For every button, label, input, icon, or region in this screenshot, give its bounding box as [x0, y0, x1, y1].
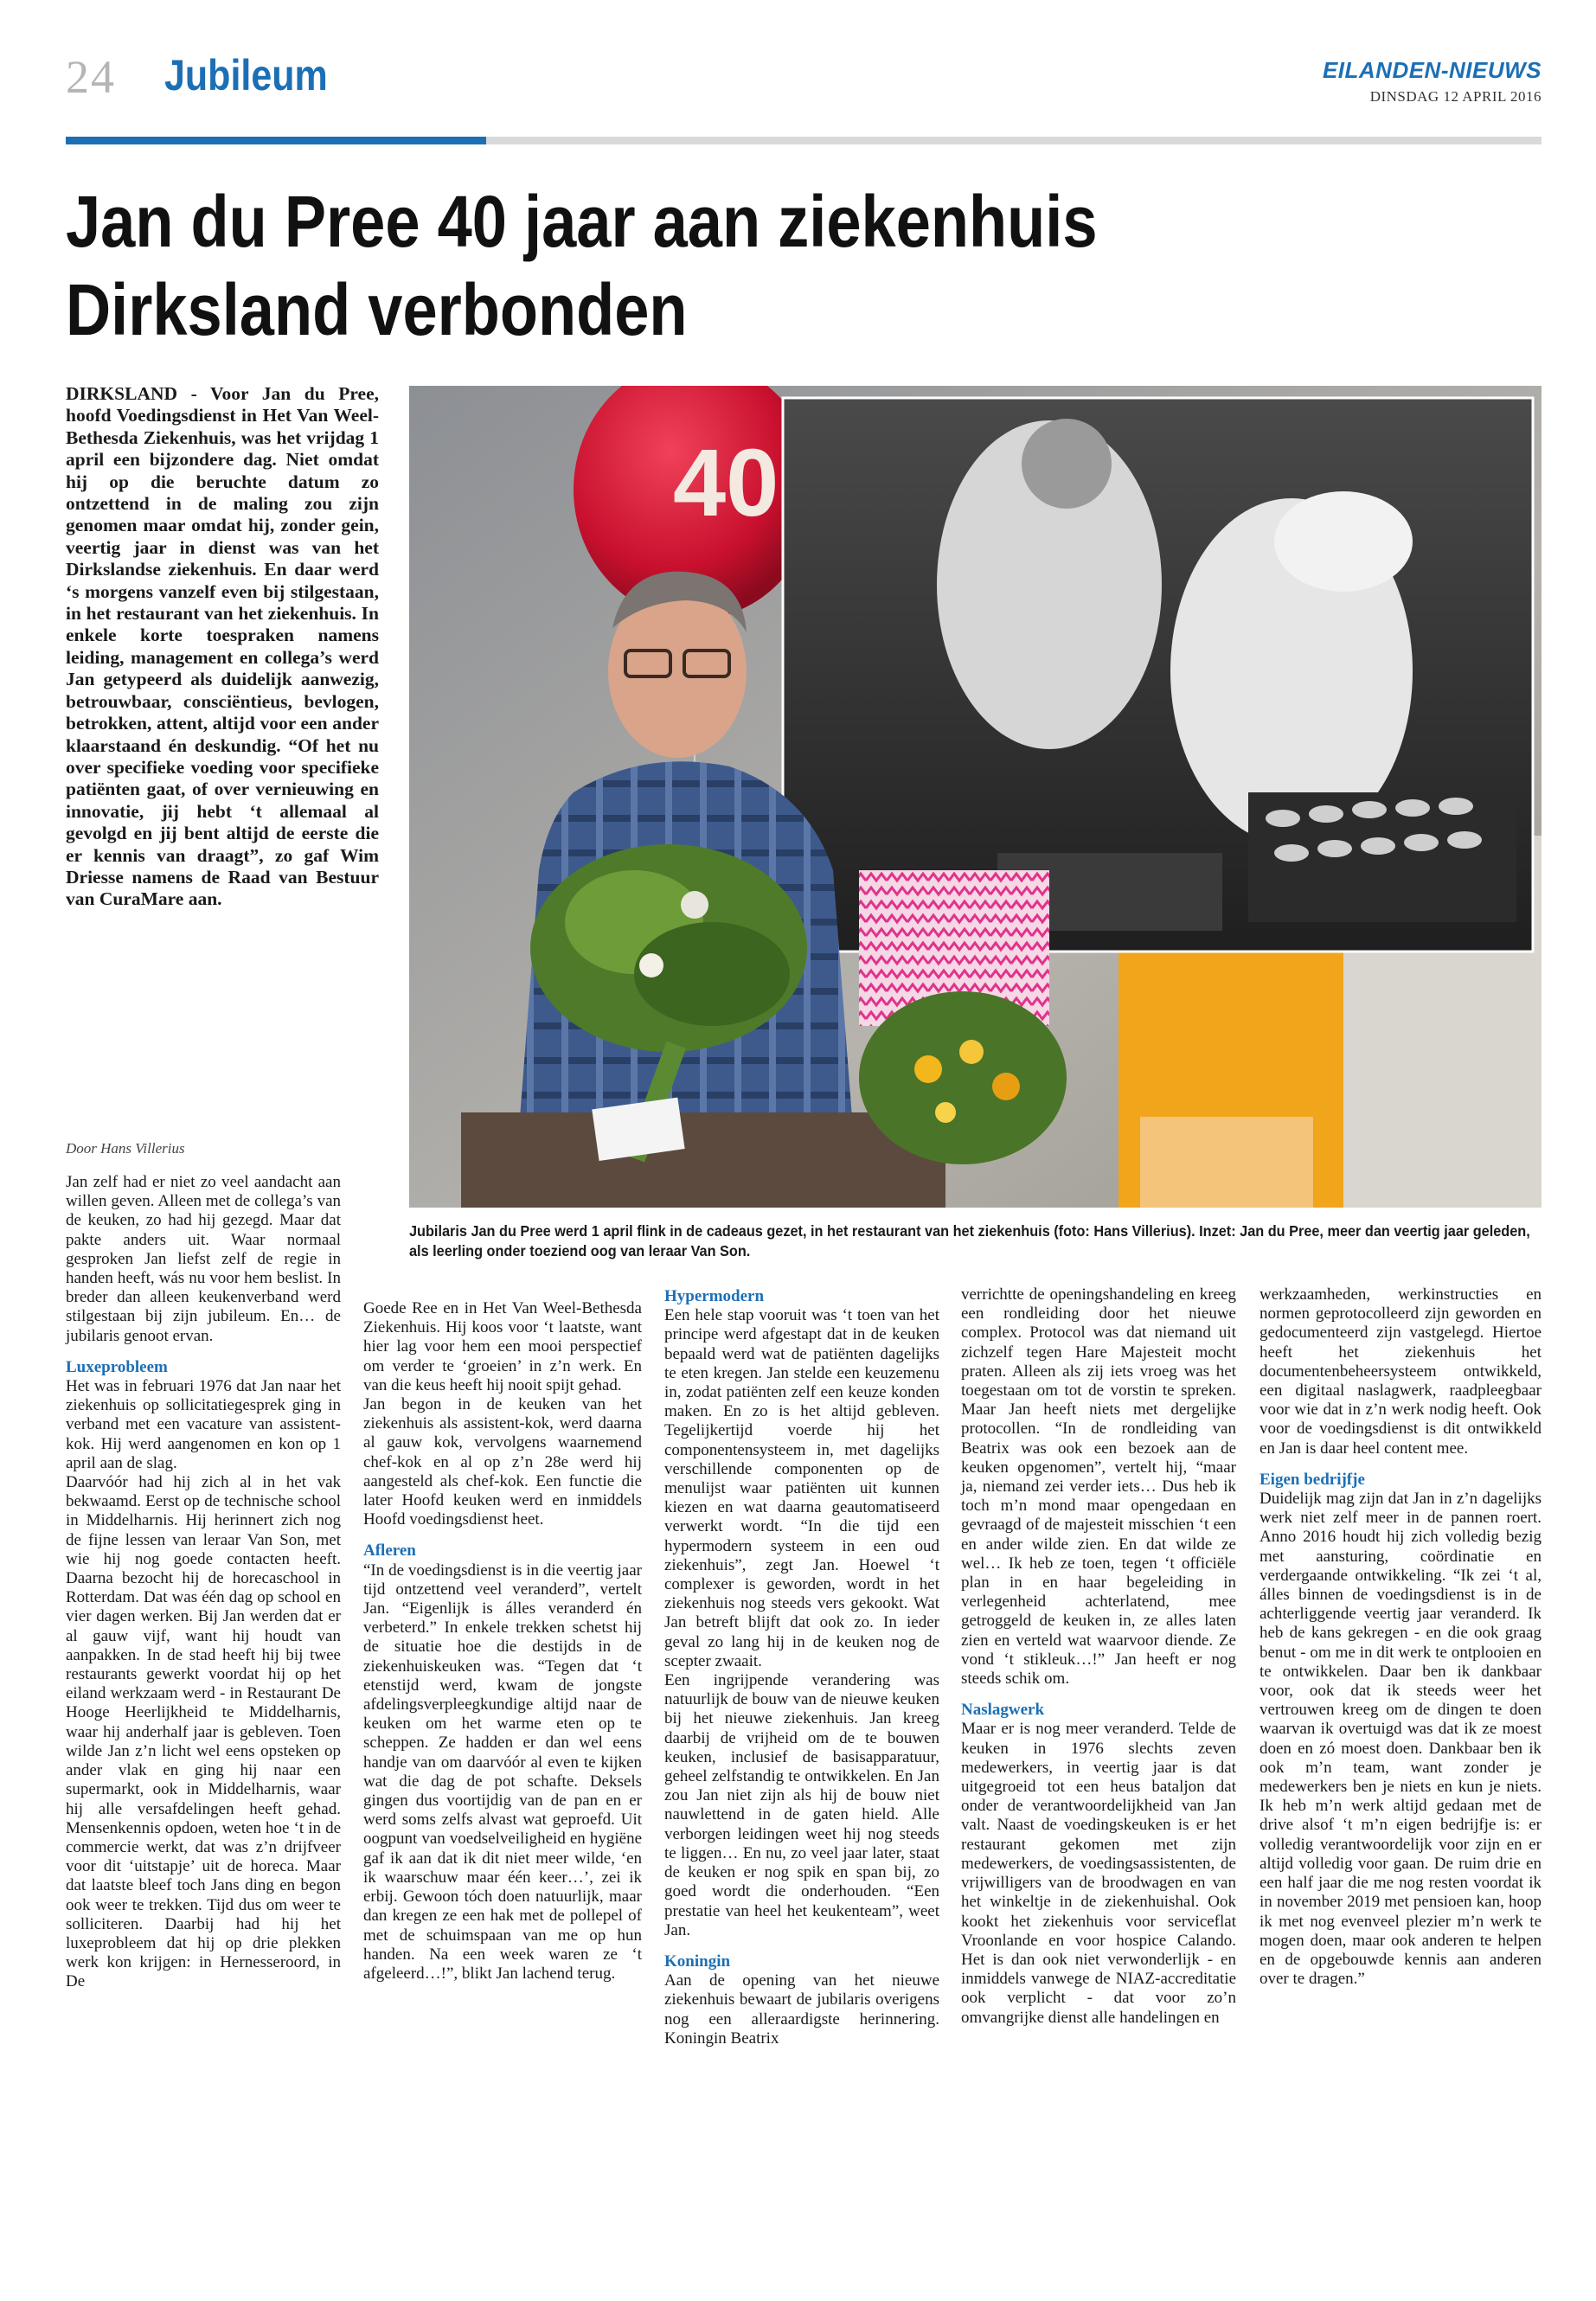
paragraph: Duidelijk mag zijn dat Jan in z’n dagelijks werk niet zelf meer in de pannen roert. Anno 2016 houdt hij zich volledig bezig met aansturing, coördinatie en verdergaande ontwikkeling. “Ik zei ‘t al, álles binnen de voedingsdienst is in de achterliggende veertig jaar veranderd. Ik heb de kans gekregen - en die ook graag benut - om me in dit werk te ontplooien en te ontwikkelen. Daar ben ik dankbaar voor, ook dat ik steeds weer het vertrouwen kreeg om de dingen te doen waarvan ik overtuigd was dat ik ze moest doen en zó moest doen. Dankbaar ben ik ook m’n team, want zonder je medewerkers ben je niets en kun je niets. Ik heb m’n werk altijd gedaan met de drive alsof ‘t m’n eigen bedrijfje is: er volledig verantwoordelijk voor zijn en er altijd volledig voor gaan. De ruim drie en een half jaar die me nog resten voordat ik in november 2019 met pensioen kan, hoop ik met nog evenveel plezier m’n werk te mogen doen, maar ook anderen te helpen en de opgebouwde kennis aan anderen over te dragen.”: [1259, 1490, 1542, 1989]
article-photo: [409, 386, 1542, 1208]
inset-chef-hat: [1274, 491, 1413, 592]
paragraph: verrichtte de openingshandeling en kreeg een rondleiding door het nieuwe complex. Protocol was dat niemand uit zichzelf tegen Hare Majesteit mocht praten. Alleen als zij iets vroeg was het toegestaan om tot de vorstin te spreken. Maar Jan heeft niets met dergelijke protocollen. “In de rondleiding van Beatrix was ook een bezoek aan de keuken opgenomen”, vertelt hij, “maar ja, niemand zei verder iets… Dus heb ik toch m’n mond maar opengedaan en gevraagd of de majesteit misschien ‘t een en ander wilde zien. En dat wilde ze wel… Ik heb ze toen, tegen ‘t officiële plan in en haar begeleiding in verlegenheid achterlatend, mee getroggeld de keuken in, ze alles laten zien en verteld wat waarvoor diende. Ze vond ‘t stikleuk…!” Jan heeft er nog steeds schik om.: [961, 1285, 1236, 1689]
page-number: 24: [66, 51, 116, 103]
paragraph: Aan de opening van het nieuwe ziekenhuis bewaart de jubilaris overigens nog een alleraardigste herinnering. Koningin Beatrix: [664, 1971, 939, 2048]
paragraph: Jan zelf had er niet zo veel aandacht aan willen geven. Alleen met de collega’s van de keuken, zo had hij gezegd. Maar dat pakte anders uit. Waar normaal gesproken Jan liefst zelf de regie in handen heeft, wás nu voor hem beslist. In breder dan alleen keukenverband werd stilgestaan bij zijn jubileum. En… de jubilaris genoot ervan.: [66, 1173, 341, 1345]
table: [461, 1112, 945, 1208]
article-lead: DIRKSLAND - Voor Jan du Pree, hoofd Voedingsdienst in Het Van Weel-Bethesda Ziekenhuis, was het vrijdag 1 april een bijzondere dag. Niet omdat hij op die beruchte datum zo ontzettend in de maling zou zijn genomen maar omdat hij, zonder gein, veertig jaar in dienst was van het Dirkslandse ziekenhuis. En daar werd ‘s morgens vanzelf even bij stilgestaan, in het restaurant van het ziekenhuis. In enkele korte toespraken namens leiding, management en collega’s werd Jan getypeerd als duidelijk aanwezig, betrouwbaar, consciëntieus, bevlogen, betrokken, attent, altijd voor een ander klaarstaand én deskundig. “Of het nu over specifieke voeding voor specifieke patiënten gaat, of over vernieuwing en innovatie, jij hebt ‘t allemaal al gevolgd en jij bent altijd de eerste die er kennis van draagt”, zo gaf Wim Driesse namens de Raad van Bestuur van CuraMare aan.: [66, 383, 379, 910]
paragraph: werkzaamheden, werkinstructies en normen geprotocolleerd zijn geworden en gedocumenteerd zijn vastgelegd. Hiertoe heeft het ziekenhuis het documentenbeheersysteem ontwikkeld, een digitaal naslagwerk, raadpleegbaar voor wie dat in z’n werk nodig heeft. Ook voor de voedingsdienst is dit ontwikkeld en Jan is daar heel content mee.: [1259, 1285, 1542, 1458]
newspaper-masthead: EILANDEN-NIEUWS: [1322, 57, 1542, 83]
body-column-1: [66, 1173, 341, 1992]
body-column-2: [363, 1299, 642, 1984]
bouquet-left: [530, 844, 807, 1052]
paragraph: Jan begon in de keuken van het ziekenhuis als assistent-kok, werd daarna al gauw kok, vervolgens waarnemend chef-kok en al op z’n 28e werd hij aangesteld als chef-kok. Een functie die later Hoofd keuken werd en inmiddels Hoofd voedingsdienst heet.: [363, 1395, 642, 1529]
inset-figure-teacher-head: [1022, 419, 1112, 509]
subheading: Koningin: [664, 1952, 731, 1971]
paragraph: Een ingrijpende verandering was natuurlijk de bouw van de nieuwe keuken bij het nieuwe ziekenhuis. Jan kreeg daarbij de vrijheid om de te bouwen keuken, inclusief de basisapparatuur, geheel zelfstandig te ontwikkelen. En Jan zou Jan niet zijn als hij de bouw niet nauwlettend in de gaten hield. Alle verborgen leidingen weet hij nog steeds te liggen… En nu, zo veel jaar later, staat de keuken er nog spik en span bij, zo goed wordt die onderhouden. “Een prestatie van heel het keukenteam”, weet Jan.: [664, 1671, 939, 1939]
paragraph: Het was in februari 1976 dat Jan naar het ziekenhuis op sollicitatiegesprek ging in verband met een vacature van assistent-kok. Hij werd aangenomen en kon op 1 april aan de slag.: [66, 1377, 341, 1472]
balloon-number: 40: [673, 430, 779, 536]
header-rule-accent: [66, 137, 486, 144]
subheading: Luxeprobleem: [66, 1357, 168, 1376]
paragraph: Een hele stap vooruit was ‘t toen van het principe werd afgestapt dat in de keuken bepaald werd wat de patiënten dagelijks te eten kregen. Jan stelde een keuzemenu in, zodat patiënten zelf een keuze konden maken. En zo is het altijd gebleven. Tegelijkertijd voerde hij het componentensysteem in, met dagelijks verschillende componenten op de menulijst waar patiënten uit kunnen kiezen en wat daarna geautomatiseerd verwerkt wordt. “In die tijd een hypermodern systeem in een oud ziekenhuis”, zegt Jan. Hoewel ‘t complexer is geworden, wordt in het ziekenhuis nog steeds vers gekookt. Wat Jan betreft blijft dat ook zo. In ieder geval zo lang hij in de keuken nog de scepter zwaait.: [664, 1306, 939, 1670]
headline-line-1: Jan du Pree 40 jaar aan ziekenhuis: [66, 181, 1098, 262]
issue-date: DINSDAG 12 APRIL 2016: [1369, 88, 1542, 105]
subheading: Afleren: [363, 1541, 416, 1561]
headline-line-2: Dirksland verbonden: [66, 269, 688, 350]
paragraph: Daarvóór had hij zich al in het vak bekwaamd. Eerst op de technische school in Middelharnis. Hij herinnert zich nog de fijne lessen van leraar Van Son, met wie hij nog goede contacten heeft. Daarna bezocht hij de horecaschool in Rotterdam. Dat was één dag op school en vier dagen werken. Bij Jan werden dat er al gauw vijf, want hij houdt van aanpakken. In de stad heeft hij bij twee restaurants gewerkt voordat hij op het eiland werkzaam werd - in Restaurant De Hooge Heerlijkheid te Middelharnis, waar hij anderhalf jaar is gebleven. Toen wilde Jan z’n licht wel eens opsteken op ander vlak en ging hij naar een supermarkt, ook in Middelharnis, waar hij alle versafdelingen heeft gehad. Mensenkennis opdoen, weten hoe ‘t in de commercie werkt, dat was z’n drijfveer voor dit ‘uitstapje’ uit de horeca. Maar dat laatste bleef toch Jans ding en begon ook weer te trekken. Tijd dus om weer te solliciteren. Daarbij had hij het luxeprobleem dat hij op drie plekken werk kon krijgen: in Hernesseroord, in De: [66, 1473, 341, 1991]
subheading: Naslagwerk: [961, 1701, 1045, 1720]
paragraph: “In de voedingsdienst is in die veertig jaar tijd ontzettend veel veranderd”, vertelt Jan. “Eigenlijk is álles veranderd én verbeterd.” In enkele trekken schetst hij de situatie hoe die destijds in de ziekenhuiskeuken was. “Tegen dat ‘t etenstijd werd, kwam de jongste afdelingsverpleegkundige altijd naar de keuken om het warme eten op te scheppen. Ze hadden er dan wel eens handje van om daarvóór al even te kijken wat die dag de pot schafte. Deksels gingen dus voortijdig van de pan en er werd soms zelfs alvast wat geproefd. Uit oogpunt van voedselveiligheid en hygiëne gaf ik aan dat ik dit niet meer wilde, ‘en ik waarschuw maar één keer…’, zei ik erbij. Gewoon tóch doen natuurlijk, maar dan kregen ze een hak met de pollepel of met de schuimspaan van me op hun handen. Na een week waren ze ‘t afgeleerd…!”, blikt Jan lachend terug.: [363, 1561, 642, 1983]
photo-illustration: [409, 386, 1542, 1208]
chair: [1140, 1117, 1313, 1208]
body-column-3: [664, 1287, 939, 2048]
photo-caption: Jubilaris Jan du Pree werd 1 april flink in de cadeaus gezet, in het restaurant van het ziekenhuis (foto: Hans Villerius). Inzet: Jan du Pree, meer dan veertig jaar geleden, als leerling onder toeziend oog van leraar Van Son.: [409, 1222, 1530, 1259]
paragraph: Goede Ree en in Het Van Weel-Bethesda Ziekenhuis. Hij koos voor ‘t laatste, want hier lag voor hem een mooi perspectief om verder te ‘groeien’ in z’n werk. En van die keus heeft hij nooit spijt gehad.: [363, 1299, 642, 1394]
section-title: Jubileum: [164, 51, 328, 99]
subheading: Hypermodern: [664, 1287, 765, 1305]
subheading: Eigen bedrijfje: [1259, 1470, 1365, 1489]
paragraph: Maar er is nog meer veranderd. Telde de keuken in 1976 slechts zeven medewerkers, in veertig jaar is dat uitgegroeid tot een heus bataljon dat onder de verantwoordelijkheid van Jan valt. Naast de voedingskeuken is er het restaurant gekomen met zijn medewerkers, de voedingsassistenten, de vrijwilligers van de broodwagen en van het winkeltje in de ziekenhuishal. Ook kookt het ziekenhuis voor serviceflat Vroonlande en voor hospice Calando. Het is dan ook niet verwonderlijk - en inmiddels vanwege de NIAZ-accreditatie ook verplicht - dat voor zo’n omvangrijke dienst alle handelingen en: [961, 1720, 1236, 2027]
byline: Door Hans Villerius: [66, 1140, 185, 1157]
bouquet-right: [859, 991, 1067, 1164]
article-headline: [66, 177, 1330, 354]
body-column-4: [961, 1285, 1236, 2028]
body-column-5: [1259, 1285, 1542, 1989]
